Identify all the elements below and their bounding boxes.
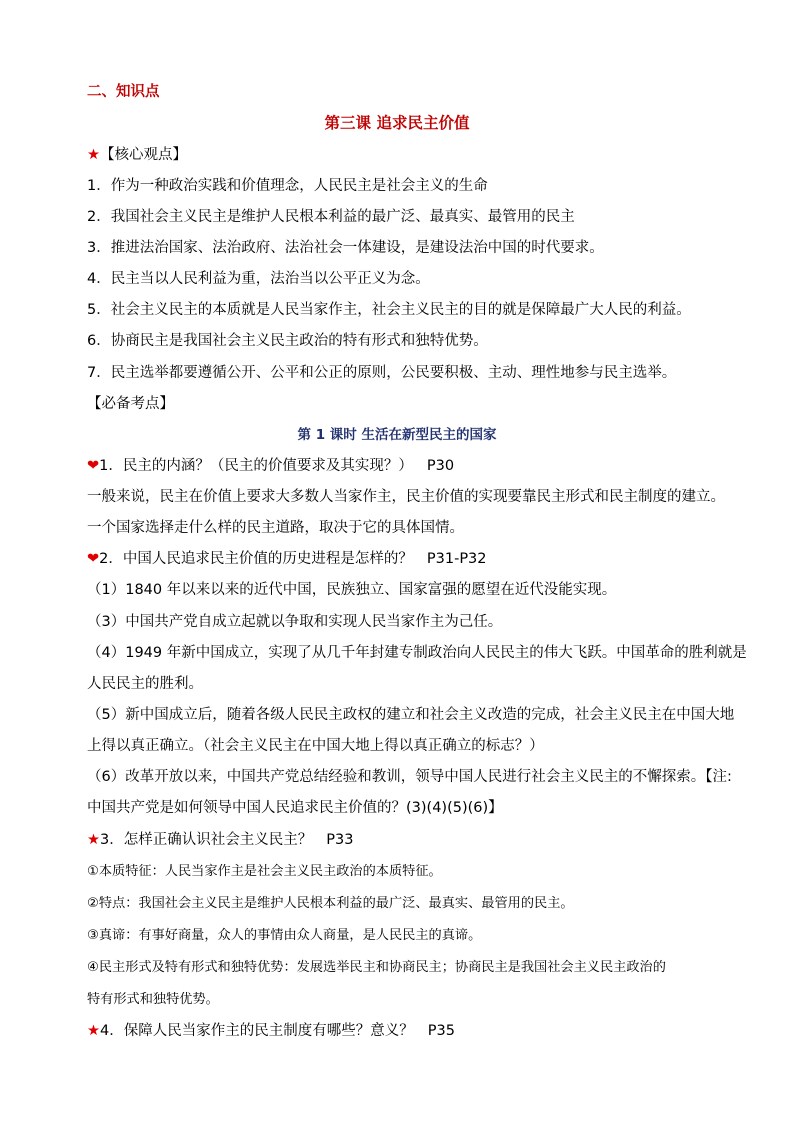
star-icon: ★ — [87, 1023, 100, 1039]
question-2-row — [87, 549, 487, 569]
answer-line: （5）新中国成立后，随着各级人民民主政权的建立和社会主义改造的完成，社会主义民主在中国大地 — [87, 707, 735, 723]
core-point: 1．作为一种政治实践和价值理念，人民民主是社会主义的生命 — [87, 178, 488, 194]
exam-header: 【必备考点】 — [87, 396, 174, 412]
star-icon: ★ — [87, 147, 100, 163]
answer-line: ①本质特征：人民当家作主是社会主义民主政治的本质特征。 — [87, 864, 442, 879]
core-header-row — [87, 145, 187, 165]
core-header: 【核心观点】 — [100, 147, 187, 163]
answer-line: 一般来说，民主在价值上要求大多数人当家作主，民主价值的实现要靠民主形式和民主制度的建立。 — [87, 489, 725, 505]
question-1-title: 1．民主的内涵？（民主的价值要求及其实现？） — [99, 458, 413, 474]
page-ref: P30 — [426, 458, 455, 474]
question-4-row — [87, 1021, 455, 1041]
answer-line: （6）改革开放以来，中国共产党总结经验和教训，领导中国人民进行社会主义民主的不懈探索。【注: — [87, 769, 732, 785]
page-ref: P31-P32 — [426, 551, 487, 567]
core-point: 4．民主当以人民利益为重，法治当以公平正义为念。 — [87, 271, 430, 287]
core-point: 7．民主选举都要遵循公开、公平和公正的原则，公民要积极、主动、理性地参与民主选举。 — [87, 365, 677, 381]
heart-icon: ❤ — [87, 551, 100, 567]
core-point: 2．我国社会主义民主是维护人民根本利益的最广泛、最真实、最管用的民主 — [87, 209, 575, 225]
answer-line: 中国共产党是如何领导中国人民追求民主价值的？(3)(4)(5)(6)】 — [87, 800, 503, 816]
lesson-title: 第三课 追求民主价值 — [324, 114, 470, 132]
question-2-title: 2．中国人民追求民主价值的历史进程是怎样的？ — [99, 551, 413, 567]
answer-line: （4）1949 年新中国成立，实现了从几千年封建专制政治向人民民主的伟大飞跃。中国革命的胜利就是 — [87, 645, 747, 661]
answer-line: 特有形式和独特优势。 — [87, 992, 219, 1007]
star-icon: ★ — [87, 832, 100, 848]
period-title: 第 1 课时 生活在新型民主的国家 — [297, 427, 497, 443]
answer-line: 一个国家选择走什么样的民主道路，取决于它的具体国情。 — [87, 520, 464, 536]
question-3-title: 3．怎样正确认识社会主义民主？ — [100, 832, 313, 848]
section-heading: 二、知识点 — [87, 84, 160, 100]
answer-line: ②特点：我国社会主义民主是维护人民根本利益的最广泛、最真实、最管用的民主。 — [87, 896, 574, 911]
question-4-title: 4．保障人民当家作主的民主制度有哪些？意义？ — [100, 1023, 414, 1039]
heart-icon: ❤ — [87, 458, 100, 474]
answer-line: ④民主形式及特有形式和独特优势：发展选举民主和协商民主；协商民主是我国社会主义民主政治的 — [87, 960, 666, 975]
answer-line: （3）中国共产党自成立起就以争取和实现人民当家作主为己任。 — [87, 614, 503, 630]
core-point: 3．推进法治国家、法治政府、法治社会一体建设，是建设法治中国的时代要求。 — [87, 240, 604, 256]
question-1-row — [87, 456, 454, 476]
core-point: 5．社会主义民主的本质就是人民当家作主，社会主义民主的目的就是保障最广大人民的利益。 — [87, 302, 691, 318]
answer-line: ③真谛：有事好商量，众人的事情由众人商量，是人民民主的真谛。 — [87, 928, 482, 943]
question-3-row — [87, 830, 353, 850]
page-ref: P33 — [326, 832, 354, 848]
answer-line: 上得以真正确立。（社会主义民主在中国大地上得以真正确立的标志？） — [87, 738, 544, 754]
answer-line: （1）1840 年以来以来的近代中国，民族独立、国家富强的愿望在近代没能实现。 — [87, 582, 617, 598]
answer-line: 人民民主的胜利。 — [87, 676, 203, 692]
core-point: 6．协商民主是我国社会主义民主政治的特有形式和独特优势。 — [87, 333, 488, 349]
page-ref: P35 — [427, 1023, 455, 1039]
